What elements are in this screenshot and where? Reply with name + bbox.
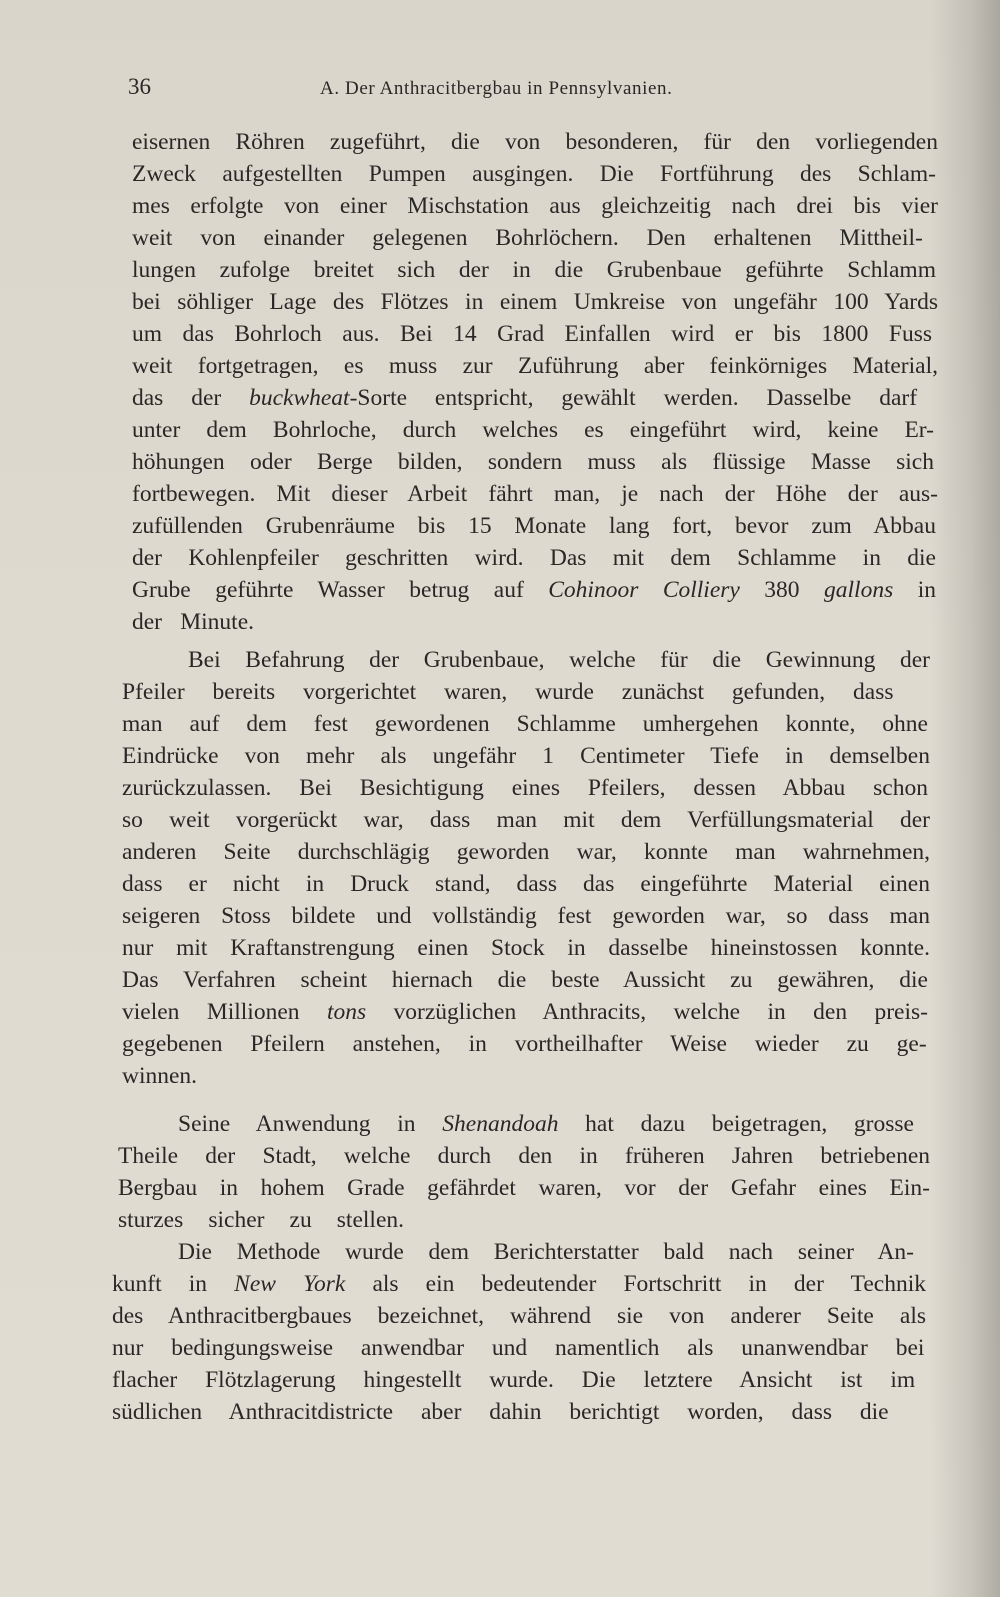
text-line [0,382,1000,415]
page-header [128,72,743,102]
text-line-content: sturzes sicher zu stellen. [118,1207,404,1233]
text-line-content: eisernen Röhren zugeführt, die von besonderen, für den vorliegenden [132,129,938,155]
text-line [0,964,1000,997]
text-line-content: seigeren Stoss bildete und vollständig fest geworden war, so dass man [122,903,930,929]
text-line-content: des Anthracitbergbaues bezeichnet, während sie von anderer Seite als [112,1303,926,1329]
text-line [0,740,1000,773]
text-line-content: Grube geführte Wasser betrug auf Cohinoor Colliery 380 gallons in [132,577,936,603]
text-line-content: Pfeiler bereits vorgerichtet waren, wurde zunächst gefunden, dass [122,679,894,705]
text-line [0,542,1000,575]
text-line [0,446,1000,479]
text-line-content: Die Methode wurde dem Berichterstatter bald nach seiner An- [178,1239,914,1265]
text-line-content: fortbewegen. Mit dieser Arbeit fährt man, je nach der Höhe der aus- [132,481,938,507]
text-line [0,1332,1000,1365]
text-line [0,836,1000,869]
text-line [0,1300,1000,1333]
text-line-content: winnen. [122,1063,198,1089]
text-line [0,932,1000,965]
text-line [0,126,1000,159]
text-line [0,574,1000,607]
text-line [0,1236,1000,1269]
text-line-content: Eindrücke von mehr als ungefähr 1 Centimeter Tiefe in demselben [122,743,930,769]
text-line-content: Seine Anwendung in Shenandoah hat dazu beigetragen, grosse [178,1111,914,1137]
page-number: 36 [128,74,151,99]
text-line [0,222,1000,255]
text-line-content: das der buckwheat-Sorte entspricht, gewählt werden. Dasselbe darf [132,385,918,411]
text-line [0,414,1000,447]
text-line [0,900,1000,933]
text-line [0,644,1000,677]
text-line-content: dass er nicht in Druck stand, dass das eingeführte Material einen [122,871,930,897]
text-line [0,478,1000,511]
text-line [0,350,1000,383]
text-line-content: der Kohlenpfeiler geschritten wird. Das mit dem Schlamme in die [132,545,936,571]
text-line [0,868,1000,901]
text-line-content: zurückzulassen. Bei Besichtigung eines Pfeilers, dessen Abbau schon [122,775,928,801]
text-line [0,804,1000,837]
text-line-content: man auf dem fest gewordenen Schlamme umhergehen konnte, ohne [122,711,928,737]
running-head: A. Der Anthracitbergbau in Pennsylvanien. [320,78,673,99]
text-line-content: Das Verfahren scheint hiernach die beste Aussicht zu gewähren, die [122,967,928,993]
text-line [0,1268,1000,1301]
text-line [0,286,1000,319]
text-line [0,1140,1000,1173]
text-line-content: Theile der Stadt, welche durch den in früheren Jahren betriebenen [118,1143,930,1169]
text-line-content: kunft in New York als ein bedeutender Fortschritt in der Technik [112,1271,926,1297]
text-line-content: höhungen oder Berge bilden, sondern muss als flüssige Masse sich [132,449,934,475]
text-line-content: nur mit Kraftanstrengung einen Stock in dasselbe hineinstossen konnte. [122,935,930,961]
text-line [0,190,1000,223]
text-line [0,1060,1000,1093]
text-line [0,1364,1000,1397]
text-line-content: Bergbau in hohem Grade gefährdet waren, vor der Gefahr eines Ein- [118,1175,930,1201]
text-line-content: der Minute. [132,609,254,635]
text-line-content: anderen Seite durchschlägig geworden war, konnte man wahrnehmen, [122,839,930,865]
text-line-content: unter dem Bohrloche, durch welches es eingeführt wird, keine Er- [132,417,934,443]
text-line-content: weit von einander gelegenen Bohrlöchern. Den erhaltenen Mittheil- [132,225,923,251]
text-line [0,1204,1000,1237]
text-line-content: zufüllenden Grubenräume bis 15 Monate lang fort, bevor zum Abbau [132,513,936,539]
text-line-content: nur bedingungsweise anwendbar und namentlich als unanwendbar bei [112,1335,925,1361]
text-line [0,708,1000,741]
text-line-content: flacher Flötzlagerung hingestellt wurde. Die letztere Ansicht ist im [112,1367,916,1393]
text-line-content: vielen Millionen tons vorzüglichen Anthracits, welche in den preis- [122,999,928,1025]
text-line-content: so weit vorgerückt war, dass man mit dem Verfüllungsmaterial der [122,807,930,833]
text-line-content: südlichen Anthracitdistricte aber dahin berichtigt worden, dass die [112,1399,889,1425]
text-line [0,996,1000,1029]
text-line [0,254,1000,287]
text-line [0,1396,1000,1429]
text-line-content: Zweck aufgestellten Pumpen ausgingen. Die Fortführung des Schlam- [132,161,936,187]
text-line [0,510,1000,543]
text-line-content: Bei Befahrung der Grubenbaue, welche für die Gewinnung der [188,647,930,673]
text-line [0,1028,1000,1061]
text-line-content: weit fortgetragen, es muss zur Zuführung aber feinkörniges Material, [132,353,938,379]
text-line-content: mes erfolgte von einer Mischstation aus gleichzeitig nach drei bis vier [132,193,938,219]
text-line-content: lungen zufolge breitet sich der in die Grubenbaue geführte Schlamm [132,257,936,283]
text-line [0,676,1000,709]
text-line-content: gegebenen Pfeilern anstehen, in vortheilhafter Weise wieder zu ge- [122,1031,927,1057]
text-line-content: bei söhliger Lage des Flötzes in einem Umkreise von ungefähr 100 Yards [132,289,938,315]
text-line [0,1108,1000,1141]
text-line [0,772,1000,805]
text-line [0,606,1000,639]
text-line [0,158,1000,191]
text-line [0,318,1000,351]
text-line [0,1172,1000,1205]
text-line-content: um das Bohrloch aus. Bei 14 Grad Einfallen wird er bis 1800 Fuss [132,321,932,347]
